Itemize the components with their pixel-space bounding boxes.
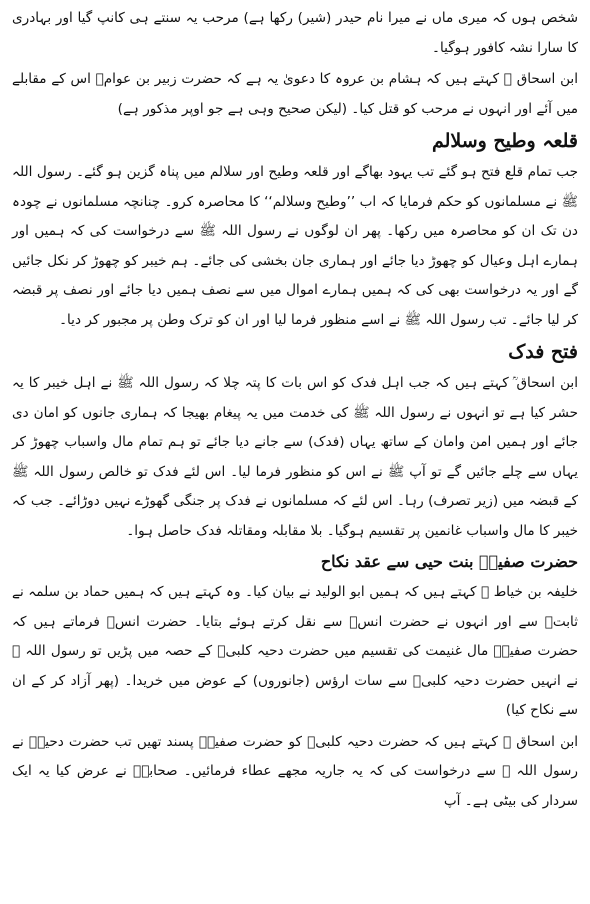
paragraph-watih-salalim: جب تمام قلع فتح ہو گئے تب یہود بھاگے اور قلعہ وطیح اور سلالم میں پناہ گزین ہو گئے۔ رسول اللہ ﷺ نے مسلمانوں کو حکم فرمایا کہ اب ’’وطیح وسلالم‘‘ کا محاصرہ کرو۔ چنانچہ مسلمانوں نے چودہ دن تک ان کو محاصرہ میں رکھا۔ پھر ان لوگوں نے رسول اللہ ﷺ سے درخواست کی کہ ہمیں اور ہمارے اہل وعیال کو چھوڑ دیا جائے اور ہماری جان بخشی کی جائے۔ ہم خیبر کو چھوڑ کر نکل جائیں گے اور یہ درخواست بھی کی کہ ہمیں ہمارے اموال میں سے نصف ہمیں دیا جائے اور نصف پر قبضہ کر لیا جائے۔ تب رسول اللہ ﷺ نے اسے منظور فرما لیا اور ان کو ترک وطن پر مجبور کر دیا۔ [12,164,578,328]
paragraph-khalifa: خلیفہ بن خیاط ؒ کہتے ہیں کہ ہمیں ابو الولید نے بیان کیا۔ وہ کہتے ہیں کہ ہمیں حماد بن سلمہ نے ثابتؒ سے اور انہوں نے حضرت انسؓ سے نقل کرتے ہوئے بتایا۔ حضرت انسؓ فرماتے ہیں کہ حضرت صفیہؓ مال غنیمت کی تقسیم میں حضرت دحیہ کلبیؓ کے حصہ میں پڑیں تو رسول اللہ ﷺ نے انہیں حضرت دحیہ کلبیؓ سے سات ارؤس (جانوروں) کے عوض میں خریدا۔ (پھر آزاد کر کے ان سے نکاح کیا) [12,584,578,718]
paragraph-hisham: ابن اسحاق ؒ کہتے ہیں کہ ہشام بن عروہ کا دعویٰ یہ ہے کہ حضرت زبیر بن عوامؓ اس کے مقابلے میں آئے اور انہوں نے مرحب کو قتل کیا۔ (لیکن صحیح وہی ہے جو اوپر مذکور ہے) [12,71,578,117]
heading-watih-salalim: قلعہ وطیح وسلالم [431,130,578,152]
heading-fath-fadak: فتح فدک [508,341,578,363]
paragraph-dihya: ابن اسحاق ؒ کہتے ہیں کہ حضرت دحیہ کلبیؓ کو حضرت صفیہؓ پسند تھیں تب حضرت دحیہؓ نے رسول اللہ ﷺ سے درخواست کی کہ یہ جاریہ مجھے عطاء فرمائیں۔ صحابہؓ نے عرض کیا یہ ایک سردار کی بیٹی ہے۔ آپ [12,733,578,809]
heading-safiyyah-nikah: حضرت صفیہؓ بنت حیی سے عقد نکاح [320,552,578,571]
paragraph-haidar: شخص ہوں کہ میری ماں نے میرا نام حیدر (شیر) رکھا ہے) مرحب یہ سنتے ہی کانپ گیا اور بہادری کا سارا نشہ کافور ہوگیا۔ [12,10,578,56]
paragraph-fadak: ابن اسحاق ؒ کہتے ہیں کہ جب اہل فدک کو اس بات کا پتہ چلا کہ رسول اللہ ﷺ نے اہل خیبر کا یہ حشر کیا ہے تو انہوں نے رسول اللہ ﷺ کی خدمت میں یہ پیغام بھیجا کہ ہماری جانوں کو امان دی جائے اور ہمیں امن وامان کے ساتھ یہاں (فدک) سے جانے دیا جائے تو ہم تمام مال واسباب چھوڑ کر یہاں سے چلے جائیں گے تو آپ ﷺ نے اس کو منظور فرما لیا۔ اس لئے فدک تو خالص رسول اللہ ﷺ کے قبضہ میں (زیر تصرف) رہا۔ اس لئے کہ مسلمانوں نے فدک پر جنگی گھوڑے نہیں دوڑائے۔ جب کہ خیبر کا مال واسباب غانمین پر تقسیم ہوگیا۔ بلا مقابلہ ومقاتلہ فدک حاصل ہوا۔ [12,375,578,539]
